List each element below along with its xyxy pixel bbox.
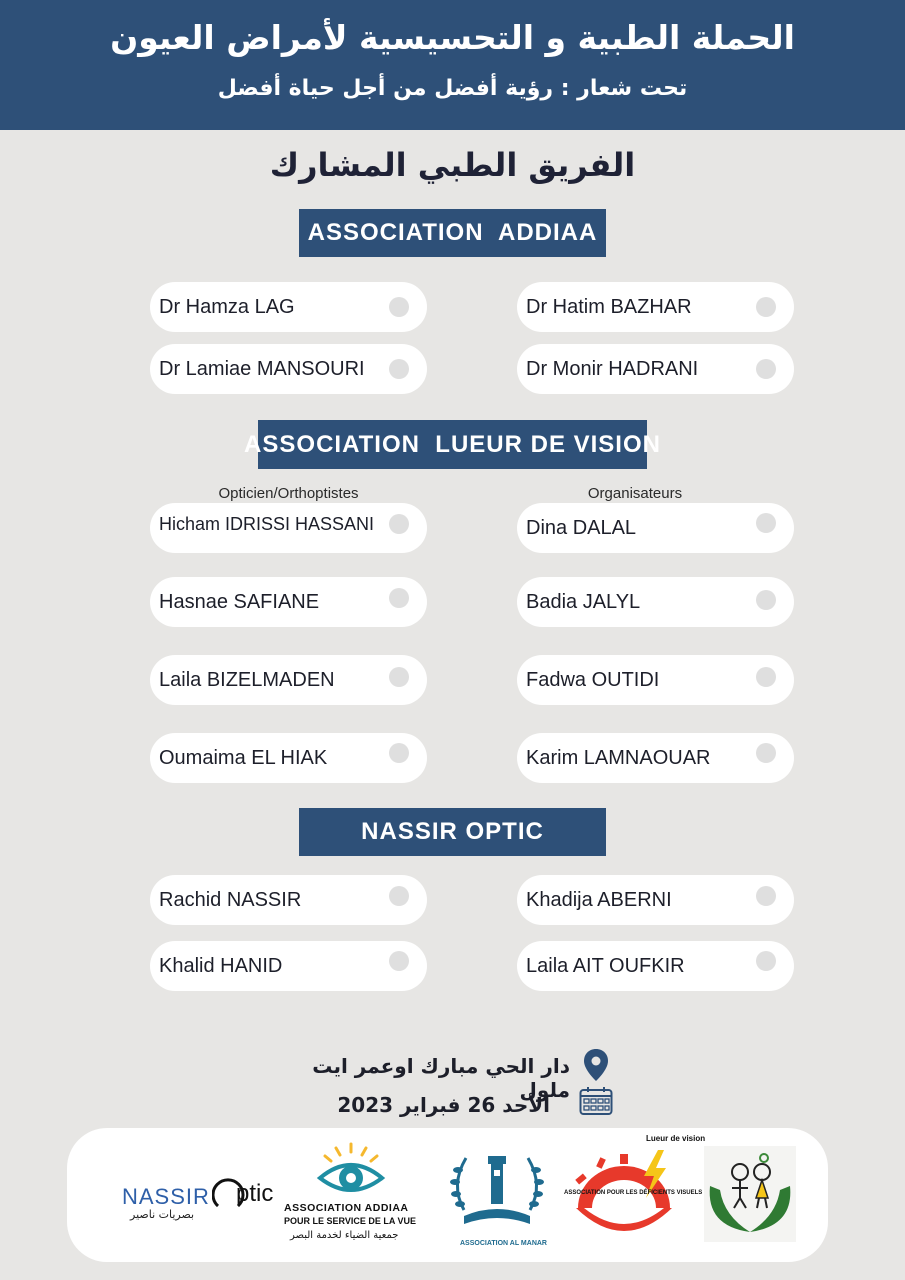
nassir-optic-logo [122,1172,272,1222]
member-name: Dr Lamiae MANSOURI [159,357,365,380]
radio-circle-icon [389,743,409,763]
lueur-de-vision-logo [564,1132,704,1252]
member-card [517,282,794,332]
member-card [517,733,794,783]
eye-sun-icon [316,1142,386,1198]
radio-circle-icon [756,886,776,906]
children-in-hands-icon [704,1146,796,1242]
radio-circle-icon [756,743,776,763]
member-card [150,875,427,925]
member-card [517,344,794,394]
radio-circle-icon [756,667,776,687]
member-card [150,941,427,991]
radio-circle-icon [756,951,776,971]
member-name: Rachid NASSIR [159,888,302,911]
member-name: Hicham IDRISSI HASSANI [159,514,375,534]
section-lueur-title: ASSOCIATION LUEUR DE VISION [244,430,661,458]
radio-circle-icon [756,590,776,610]
member-name: Hasnae SAFIANE [159,590,320,613]
member-card [517,655,794,705]
radio-circle-icon [389,359,409,379]
calendar-icon [579,1086,613,1116]
partner-logos-bar [67,1128,828,1262]
radio-circle-icon [389,588,409,608]
addiaa-logo-arabic: جمعية الضياء لخدمة البصر [290,1230,399,1241]
radio-circle-icon [389,886,409,906]
column-label-organisers: Organisateurs [587,485,683,502]
lueur-logo-top: Lueur de vision [646,1134,706,1143]
addiaa-logo [282,1142,422,1252]
radio-circle-icon [389,951,409,971]
member-card [150,655,427,705]
team-title: الفريق الطبي المشارك [269,146,636,184]
nassir-logo-ptic: ptic [236,1180,274,1207]
member-name: Karim LAMNAOUAR [526,746,711,769]
member-name: Laila AIT OUFKIR [526,954,685,977]
nassir-logo-wordmark: NASSIR [122,1184,210,1209]
campaign-title: الحملة الطبية و التحسيسية لأمراض العيون [110,18,795,57]
section-addiaa-band [299,209,606,257]
campaign-slogan: تحت شعار : رؤية أفضل من أجل حياة أفضل [217,76,688,101]
al-manar-logo [442,1140,552,1256]
member-card [517,503,794,553]
member-name: Oumaima EL HIAK [159,746,328,769]
member-card [150,503,427,553]
member-card [150,344,427,394]
member-card [150,733,427,783]
section-nassir-title: NASSIR OPTIC [361,818,544,845]
section-addiaa-title: ASSOCIATION ADDIAA [307,219,598,246]
member-name: Dr Monir HADRANI [526,357,699,380]
al-manar-logo-text: ASSOCIATION AL MANAR [460,1240,547,1247]
radio-circle-icon [389,297,409,317]
smile-arc-icon [572,1204,676,1240]
map-pin-icon [583,1048,609,1082]
event-date: الأحد 26 فبراير 2023 [337,1093,550,1117]
member-card [150,577,427,627]
lueur-logo-bottom: ASSOCIATION POUR LES DÉFICIENTS VISUELS [564,1190,703,1196]
member-name: Badia JALYL [526,590,641,613]
radio-circle-icon [389,667,409,687]
addiaa-logo-line1: ASSOCIATION ADDIAA [284,1202,409,1214]
radio-circle-icon [756,359,776,379]
section-nassir-band [299,808,606,856]
member-name: Khadija ABERNI [526,888,672,911]
member-card [150,282,427,332]
member-name: Khalid HANID [159,954,283,977]
children-hands-logo [704,1146,796,1242]
member-name: Dina DALAL [526,516,637,539]
event-location: دار الحي مبارك اوعمر ايت ملول [312,1054,570,1102]
member-name: Fadwa OUTIDI [526,668,660,691]
radio-circle-icon [756,513,776,533]
radio-circle-icon [389,514,409,534]
addiaa-logo-line2: POUR LE SERVICE DE LA VUE [284,1216,417,1226]
column-label-opticians: Opticien/Orthoptistes [218,485,359,502]
member-name: Laila BIZELMADEN [159,668,335,691]
header-banner [0,0,905,130]
member-card [517,577,794,627]
member-name: Dr Hatim BAZHAR [526,295,692,318]
member-card [517,941,794,991]
member-card [517,875,794,925]
section-lueur-band [244,420,661,469]
member-name: Dr Hamza LAG [159,295,295,318]
radio-circle-icon [756,297,776,317]
nassir-logo-arabic: بصريات ناصير [130,1208,195,1221]
lighthouse-wreath-icon [442,1140,552,1236]
